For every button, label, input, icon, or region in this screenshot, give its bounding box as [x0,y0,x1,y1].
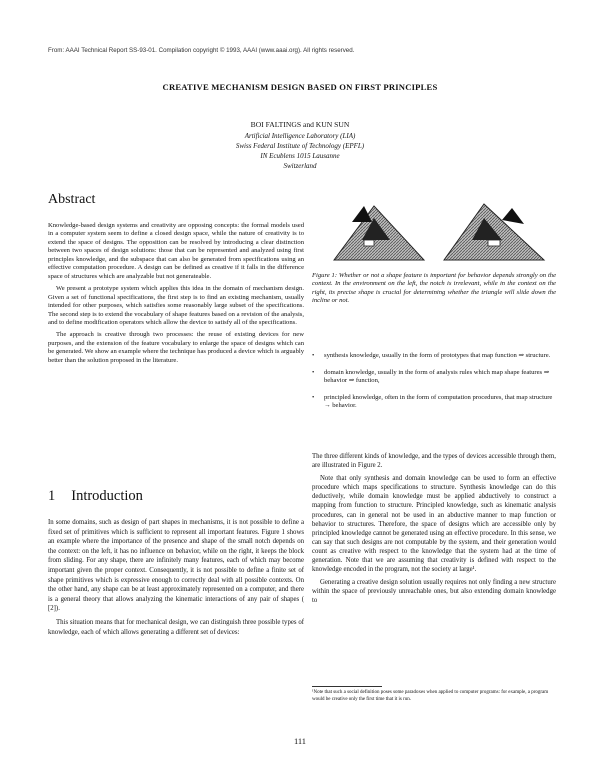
section-heading [48,488,143,505]
affiliation-line: IN Ecublens 1015 Lausanne [260,152,340,160]
abstract-heading: Abstract [48,192,96,207]
list-item: • domain knowledge, usually in the form of analysis rules which map shape features ⇒ behavior ⇒ function, [312,369,556,386]
authors: BOI FALTINGS and KUN SUN [250,120,350,129]
left-scene [334,206,424,260]
header-note: From: AAAI Technical Report SS-93-01. Compilation copyright © 1993, AAAI (www.aaai.org). All rights reserved. [48,47,355,54]
abstract-paragraph: The approach is creative through two processes: the reuse of existing devices for new purposes, and the extension of the feature vocabulary to enlarge the space of designs which can be generated. We show an example where the technique has produced a device which is arguably better than the solution proposed in the literature. [48,331,304,364]
intro-body [48,518,304,641]
figure-1-illustration [312,196,556,264]
right-body [312,452,556,610]
paper-title: CREATIVE MECHANISM DESIGN BASED ON FIRST PRINCIPLES [162,82,438,92]
list-item: • principled knowledge, often in the form of computation procedures, that map structure → behavior. [312,394,556,411]
intro-paragraph: In some domains, such as design of part shapes in mechanisms, it is not possible to define a fixed set of primitives which is sufficient to represent all important features. Figure 1 shows an example where the importance of the presence and shape of the small notch depends on the context: on the left, it has no influence on behavior, while on the right, it keeps the block from sliding. For any shape, there are infinitely many features, each of which may become important given the proper context. Consequently, it is not possible to define a finite set of shape primitives which is expressive enough to correctly deal with all possible contexts. On the other hand, any shape can be at least approximately represented on a computer, and there is a general theory that allows analyzing the kinematic interactions of any pair of shapes ( [2]). [48,519,304,613]
affiliation-line: Swiss Federal Institute of Technology (EPFL) [235,142,365,150]
affiliation [0,131,600,171]
abstract-paragraph: We present a prototype system which applies this idea in the domain of mechanism design. Given a set of functional specifications, the first step is to find an existing mechanism, usually intended for other purposes, which satisfies some reasonably large subset of the specifications. The second step is to extend the vocabulary of shape features based on a revision of the analysis, and to define modification operators which allow the device to satisfy all of the specifications. [48,285,304,326]
page-number: 111 [293,736,307,746]
affiliation-line: Artificial Intelligence Laboratory (LIA) [244,132,356,140]
footnote-rule [312,686,382,687]
intro-paragraph: This situation means that for mechanical design, we can distinguish three possible types of knowledge, each of which allows generating a different set of devices: [48,618,304,636]
abstract-body [48,222,304,369]
body-paragraph: Note that only synthesis and domain knowledge can be used to form an effective procedure which maps specifications to structure. Synthesis knowledge can do this deductively, while domain knowledge must be applied abductively to construct a mapping from function to structure. Principled knowledge, such as kinematic analysis procedures, can in general not be used in an abductive manner to map function or behavior to structures. Therefore, the space of designs which are accessible only by principled knowledge cannot be generated using an effective procedure. In this sense, we can say that such designs are not computable by the system, and their generation would count as creative with respect to the knowledge that the system had at the time of generation. Note that we are assuming that creativity is defined with respect to the knowledge encoded in the program, not the society at large¹. [312,475,556,574]
section-title: Introduction [71,488,143,504]
section-number: 1 [48,488,56,504]
right-scene [444,204,544,260]
affiliation-line: Switzerland [283,162,317,170]
body-paragraph: Generating a creative design solution usually requires not only finding a new structure within the space of previously unreachable ones, but also extending domain knowledge to [312,579,556,605]
figure-1 [312,196,556,264]
list-item: • synthesis knowledge, usually in the form of prototypes that map function ⇒ structure. [312,352,556,361]
footnote: ¹Note that such a social definition poses some paradoxes when applied to computer programs: for example, a program would be creative only the first time that it is run. [312,690,549,702]
body-paragraph: The three different kinds of knowledge, and the types of devices accessible through them, are illustrated in Figure 2. [312,453,556,470]
figure-1-caption: Figure 1: Whether or not a shape feature is important for behavior depends strongly on the context. In the environment on the left, the notch is irrelevant, while in the context on the right, its precise shape is crucial for determining whether the triangle will slide down the incline or not. [312,272,556,305]
knowledge-list [312,352,556,419]
abstract-paragraph: Knowledge-based design systems and creativity are opposing concepts: the formal models used in a computer system seem to define a closed design space, while the nature of creativity is to extend the space of designs. The opposition can be resolved by introducing a clear distinction between two spaces of design solutions: those that can be represented and analyzed using first principles knowledge, and the subspace that can also be generated from specifications using an effective computation procedure. A design can be defined as creative if it falls in the difference space of structures which are analyzable but not generateable. [48,222,304,280]
